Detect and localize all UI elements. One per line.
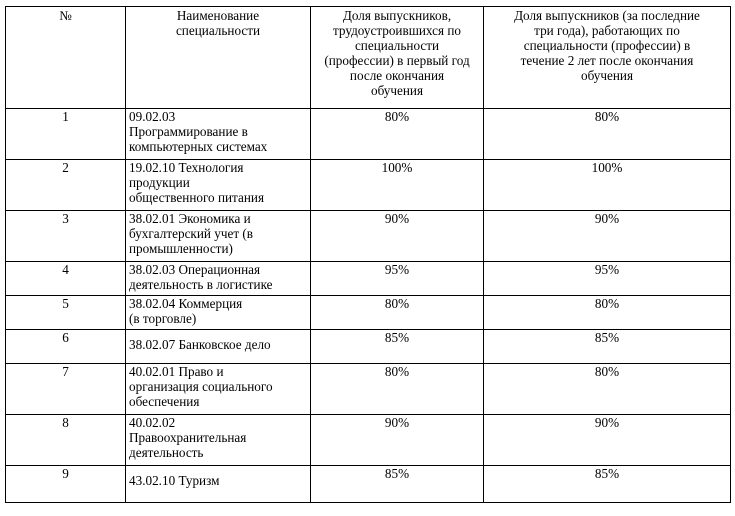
table-header-row [6, 7, 731, 109]
table-row [6, 262, 731, 296]
row-share-two-years: 85% [484, 466, 731, 503]
table-row [6, 330, 731, 364]
row-share-two-years: 80% [484, 296, 731, 330]
row-share-first-year: 80% [311, 364, 484, 415]
row-specialty-name: 38.02.01 Экономика и бухгалтерский учет (в промышленности) [126, 211, 311, 262]
row-share-first-year: 85% [311, 466, 484, 503]
row-number: 2 [6, 160, 126, 211]
table-row [6, 109, 731, 160]
row-specialty-name: 43.02.10 Туризм [126, 466, 311, 503]
row-specialty-name: 38.02.07 Банковское дело [126, 330, 311, 364]
row-share-first-year: 85% [311, 330, 484, 364]
header-specialty-name: Наименование специальности [126, 7, 311, 109]
row-specialty-name: 40.02.02 Правоохранительная деятельность [126, 415, 311, 466]
table-row [6, 160, 731, 211]
row-share-two-years: 95% [484, 262, 731, 296]
row-share-first-year: 80% [311, 296, 484, 330]
row-share-first-year: 90% [311, 415, 484, 466]
row-share-first-year: 80% [311, 109, 484, 160]
row-share-two-years: 80% [484, 364, 731, 415]
row-number: 1 [6, 109, 126, 160]
row-share-two-years: 90% [484, 211, 731, 262]
row-share-two-years: 80% [484, 109, 731, 160]
table-row [6, 466, 731, 503]
header-share-first-year: Доля выпускников, трудоустроившихся по специальности (профессии) в первый год после окончания обучения [311, 7, 484, 109]
graduates-employment-table [5, 6, 731, 503]
row-share-two-years: 100% [484, 160, 731, 211]
header-share-two-years: Доля выпускников (за последние три года), работающих по специальности (профессии) в течение 2 лет после окончания обучения [484, 7, 731, 109]
row-specialty-name: 38.02.04 Коммерция (в торговле) [126, 296, 311, 330]
row-specialty-name: 38.02.03 Операционная деятельность в логистике [126, 262, 311, 296]
table-row [6, 364, 731, 415]
row-number: 8 [6, 415, 126, 466]
row-share-first-year: 90% [311, 211, 484, 262]
row-share-first-year: 100% [311, 160, 484, 211]
table-row [6, 211, 731, 262]
row-number: 9 [6, 466, 126, 503]
row-specialty-name: 40.02.01 Право и организация социального обеспечения [126, 364, 311, 415]
header-number: № [6, 7, 126, 109]
row-share-two-years: 85% [484, 330, 731, 364]
row-number: 4 [6, 262, 126, 296]
row-number: 3 [6, 211, 126, 262]
table-row [6, 296, 731, 330]
row-share-two-years: 90% [484, 415, 731, 466]
row-share-first-year: 95% [311, 262, 484, 296]
row-specialty-name: 09.02.03 Программирование в компьютерных системах [126, 109, 311, 160]
row-specialty-name: 19.02.10 Технология продукции общественного питания [126, 160, 311, 211]
row-number: 5 [6, 296, 126, 330]
table-row [6, 415, 731, 466]
row-number: 6 [6, 330, 126, 364]
row-number: 7 [6, 364, 126, 415]
